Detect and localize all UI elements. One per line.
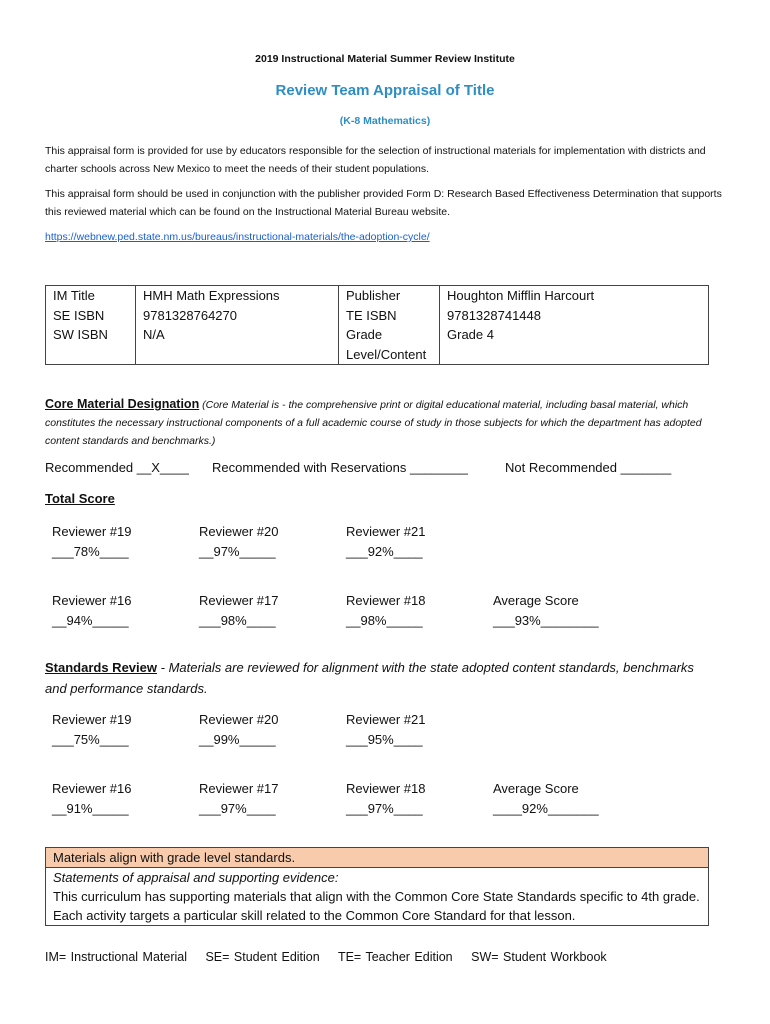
table-cell: IM Title bbox=[46, 286, 136, 306]
reviewer-value: __91%_____ bbox=[52, 801, 129, 816]
average-score bbox=[493, 779, 599, 819]
recommended-with-reservations-option: Recommended with Reservations ________ bbox=[212, 460, 468, 475]
average-value: ____92%_______ bbox=[493, 801, 599, 816]
reviewer-score bbox=[346, 710, 426, 750]
table-cell: Level/Content bbox=[339, 345, 440, 365]
reviewer-value: ___95%____ bbox=[346, 732, 423, 747]
reviewer-score bbox=[52, 522, 132, 562]
reviewer-score bbox=[346, 779, 426, 819]
table-cell: Grade bbox=[339, 325, 440, 345]
table-cell: TE ISBN bbox=[339, 306, 440, 326]
reviewer-score bbox=[346, 591, 426, 631]
table-cell: HMH Math Expressions bbox=[136, 286, 339, 306]
reviewer-value: ___92%____ bbox=[346, 544, 423, 559]
abbreviation-legend bbox=[45, 950, 621, 964]
legend-sw: SW= Student Workbook bbox=[471, 950, 607, 964]
table-row bbox=[46, 325, 709, 345]
average-value: ___93%________ bbox=[493, 613, 599, 628]
average-label: Average Score bbox=[493, 593, 579, 608]
reviewer-score bbox=[199, 522, 279, 562]
reviewer-label: Reviewer #21 bbox=[346, 712, 426, 727]
reviewer-score bbox=[346, 522, 426, 562]
reviewer-score bbox=[52, 779, 132, 819]
reviewer-label: Reviewer #21 bbox=[346, 524, 426, 539]
reviewer-value: __99%_____ bbox=[199, 732, 276, 747]
reviewer-score bbox=[52, 591, 132, 631]
table-cell: SE ISBN bbox=[46, 306, 136, 326]
intro-paragraph-1: This appraisal form is provided for use by educators responsible for the selection of instructional materials for implementation with districts and charter schools across New Mexico to meet the needs of their student populations. bbox=[45, 145, 706, 175]
reviewer-value: ___78%____ bbox=[52, 544, 129, 559]
standards-review-heading: Standards Review bbox=[45, 660, 157, 675]
core-material-heading: Core Material Designation bbox=[45, 397, 200, 411]
legend-te: TE= Teacher Edition bbox=[337, 950, 453, 964]
average-label: Average Score bbox=[493, 781, 579, 796]
table-cell: N/A bbox=[136, 325, 339, 345]
title-info-table bbox=[45, 285, 709, 365]
statement-label: Statements of appraisal and supporting evidence: bbox=[53, 870, 339, 885]
standards-review-description: - Materials are reviewed for alignment with the state adopted content standards, benchmarks and performance standards. bbox=[45, 660, 694, 696]
core-material-description: (Core Material is - the comprehensive print or digital educational material, including basal material, which constitutes the necessary instructional components of a full academic course of study in those subjects for which the department has adopted content standards and benchmarks.) bbox=[45, 399, 702, 447]
table-cell: 9781328764270 bbox=[136, 306, 339, 326]
intro-paragraph-2: This appraisal form should be used in conjunction with the publisher provided Form D: Research Based Effectiveness Determination that supports this reviewed material which can be found on the Instructional Material Bureau website. bbox=[45, 188, 722, 218]
reviewer-score bbox=[199, 710, 279, 750]
table-cell: Houghton Mifflin Harcourt bbox=[440, 286, 709, 306]
evaluation-body bbox=[46, 868, 709, 926]
table-cell: Publisher bbox=[339, 286, 440, 306]
standards-review-section bbox=[45, 657, 705, 699]
statement-text: This curriculum has supporting materials that align with the Common Core State Standards specific to 4th grade. Each activity targets a particular skill related to the Common Core Standard for that lesson. bbox=[53, 889, 700, 923]
reviewer-value: __94%_____ bbox=[52, 613, 129, 628]
not-recommended-option: Not Recommended _______ bbox=[505, 460, 672, 475]
table-cell: SW ISBN bbox=[46, 325, 136, 345]
adoption-cycle-link[interactable]: https://webnew.ped.state.nm.us/bureaus/instructional-materials/the-adoption-cycle/ bbox=[45, 231, 430, 243]
reviewer-value: __97%_____ bbox=[199, 544, 276, 559]
table-cell bbox=[136, 345, 339, 365]
total-score-heading: Total Score bbox=[45, 491, 115, 506]
core-material-section bbox=[45, 395, 725, 450]
page-title: Review Team Appraisal of Title bbox=[275, 82, 495, 99]
recommended-option: Recommended __X____ bbox=[45, 460, 189, 475]
table-row bbox=[46, 345, 709, 365]
reviewer-label: Reviewer #16 bbox=[52, 593, 132, 608]
reviewer-score bbox=[199, 779, 279, 819]
table-cell: 9781328741448 bbox=[440, 306, 709, 326]
reviewer-label: Reviewer #17 bbox=[199, 593, 279, 608]
reviewer-score bbox=[199, 591, 279, 631]
reviewer-label: Reviewer #16 bbox=[52, 781, 132, 796]
legend-im: IM= Instructional Material bbox=[45, 950, 187, 964]
evaluation-header: Materials align with grade level standards. bbox=[46, 848, 709, 868]
reviewer-label: Reviewer #19 bbox=[52, 712, 132, 727]
reviewer-value: ___97%____ bbox=[199, 801, 276, 816]
reviewer-value: ___98%____ bbox=[199, 613, 276, 628]
table-cell bbox=[440, 345, 709, 365]
reviewer-label: Reviewer #17 bbox=[199, 781, 279, 796]
table-row bbox=[46, 848, 709, 868]
reviewer-value: ___97%____ bbox=[346, 801, 423, 816]
reviewer-label: Reviewer #19 bbox=[52, 524, 132, 539]
reviewer-score bbox=[52, 710, 132, 750]
table-cell bbox=[46, 345, 136, 365]
reviewer-value: __98%_____ bbox=[346, 613, 423, 628]
table-row bbox=[46, 306, 709, 326]
page-subtitle: (K-8 Mathematics) bbox=[339, 115, 431, 127]
reviewer-label: Reviewer #20 bbox=[199, 712, 279, 727]
reviewer-label: Reviewer #20 bbox=[199, 524, 279, 539]
reviewer-label: Reviewer #18 bbox=[346, 781, 426, 796]
reviewer-label: Reviewer #18 bbox=[346, 593, 426, 608]
average-score bbox=[493, 591, 599, 631]
legend-se: SE= Student Edition bbox=[205, 950, 320, 964]
evaluation-table bbox=[45, 847, 709, 926]
table-row bbox=[46, 868, 709, 926]
institute-heading: 2019 Instructional Material Summer Review Institute bbox=[255, 53, 515, 65]
reviewer-value: ___75%____ bbox=[52, 732, 129, 747]
table-row bbox=[46, 286, 709, 306]
table-cell: Grade 4 bbox=[440, 325, 709, 345]
